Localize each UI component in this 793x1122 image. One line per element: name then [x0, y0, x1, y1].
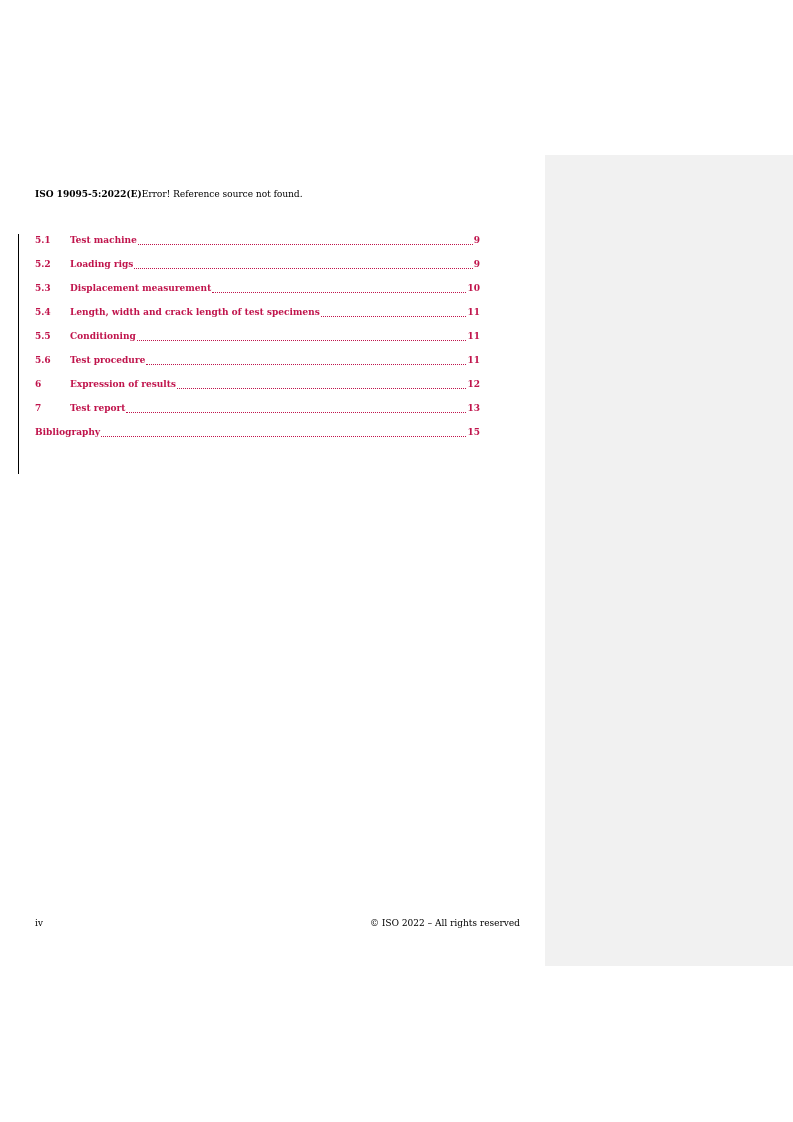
- toc-entry-page: 9: [473, 260, 480, 270]
- toc-dot-leader: [321, 308, 467, 317]
- toc-entry-title: Bibliography: [35, 428, 101, 438]
- toc-entry-title: Test procedure: [70, 356, 146, 366]
- toc-entry-5-5[interactable]: [35, 332, 480, 356]
- toc-entry-number: 5.1: [35, 236, 51, 246]
- toc-entry-5-2[interactable]: [35, 260, 480, 284]
- toc-entry-number: 5.3: [35, 284, 51, 294]
- toc-entry-5-3[interactable]: [35, 284, 480, 308]
- toc-dot-leader: [137, 332, 467, 341]
- toc-entry-page: 9: [473, 236, 480, 246]
- toc-entry-number: 6: [35, 380, 42, 390]
- toc-entry-number: 7: [35, 404, 42, 414]
- toc-entry-number: 5.4: [35, 308, 51, 318]
- standard-designation: ISO 19095-5:2022(E): [35, 190, 142, 200]
- toc-entry-5-1[interactable]: [35, 236, 480, 260]
- toc-entry-number: 5.5: [35, 332, 51, 342]
- toc-dot-leader: [138, 236, 473, 245]
- comment-pane: [545, 155, 793, 966]
- footer-page-number: iv: [35, 919, 43, 929]
- change-bar: [18, 234, 19, 474]
- footer-copyright: © ISO 2022 – All rights reserved: [370, 919, 520, 929]
- toc-entry-number: 5.2: [35, 260, 51, 270]
- toc-dot-leader: [146, 356, 466, 365]
- toc-entry-title: Test report: [70, 404, 126, 414]
- toc-entry-title: Test machine: [70, 236, 137, 246]
- toc-entry-page: 11: [467, 332, 480, 342]
- toc-entry-title: Loading rigs: [70, 260, 134, 270]
- toc-dot-leader: [126, 404, 466, 413]
- toc-dot-leader: [177, 380, 467, 389]
- toc-dot-leader: [212, 284, 466, 293]
- toc-entry-page: 15: [467, 428, 480, 438]
- toc-entry-title: Expression of results: [70, 380, 176, 390]
- reference-error-text: Error! Reference source not found.: [141, 190, 303, 200]
- toc-entry-title: Conditioning: [70, 332, 136, 342]
- table-of-contents: [35, 236, 480, 452]
- toc-entry-page: 12: [467, 380, 480, 390]
- toc-entry-5-6[interactable]: [35, 356, 480, 380]
- toc-entry-number: 5.6: [35, 356, 51, 366]
- toc-entry-bibliography[interactable]: [35, 428, 480, 452]
- toc-entry-title: Displacement measurement: [70, 284, 212, 294]
- toc-dot-leader: [101, 428, 466, 437]
- toc-entry-5-4[interactable]: [35, 308, 480, 332]
- toc-entry-7[interactable]: [35, 404, 480, 428]
- toc-entry-title: Length, width and crack length of test specimens: [70, 308, 320, 318]
- toc-entry-page: 11: [467, 356, 480, 366]
- toc-dot-leader: [134, 260, 472, 269]
- toc-entry-6[interactable]: [35, 380, 480, 404]
- toc-entry-page: 11: [467, 308, 480, 318]
- toc-entry-page: 13: [467, 404, 480, 414]
- toc-entry-page: 10: [467, 284, 480, 294]
- page-header: [35, 190, 303, 200]
